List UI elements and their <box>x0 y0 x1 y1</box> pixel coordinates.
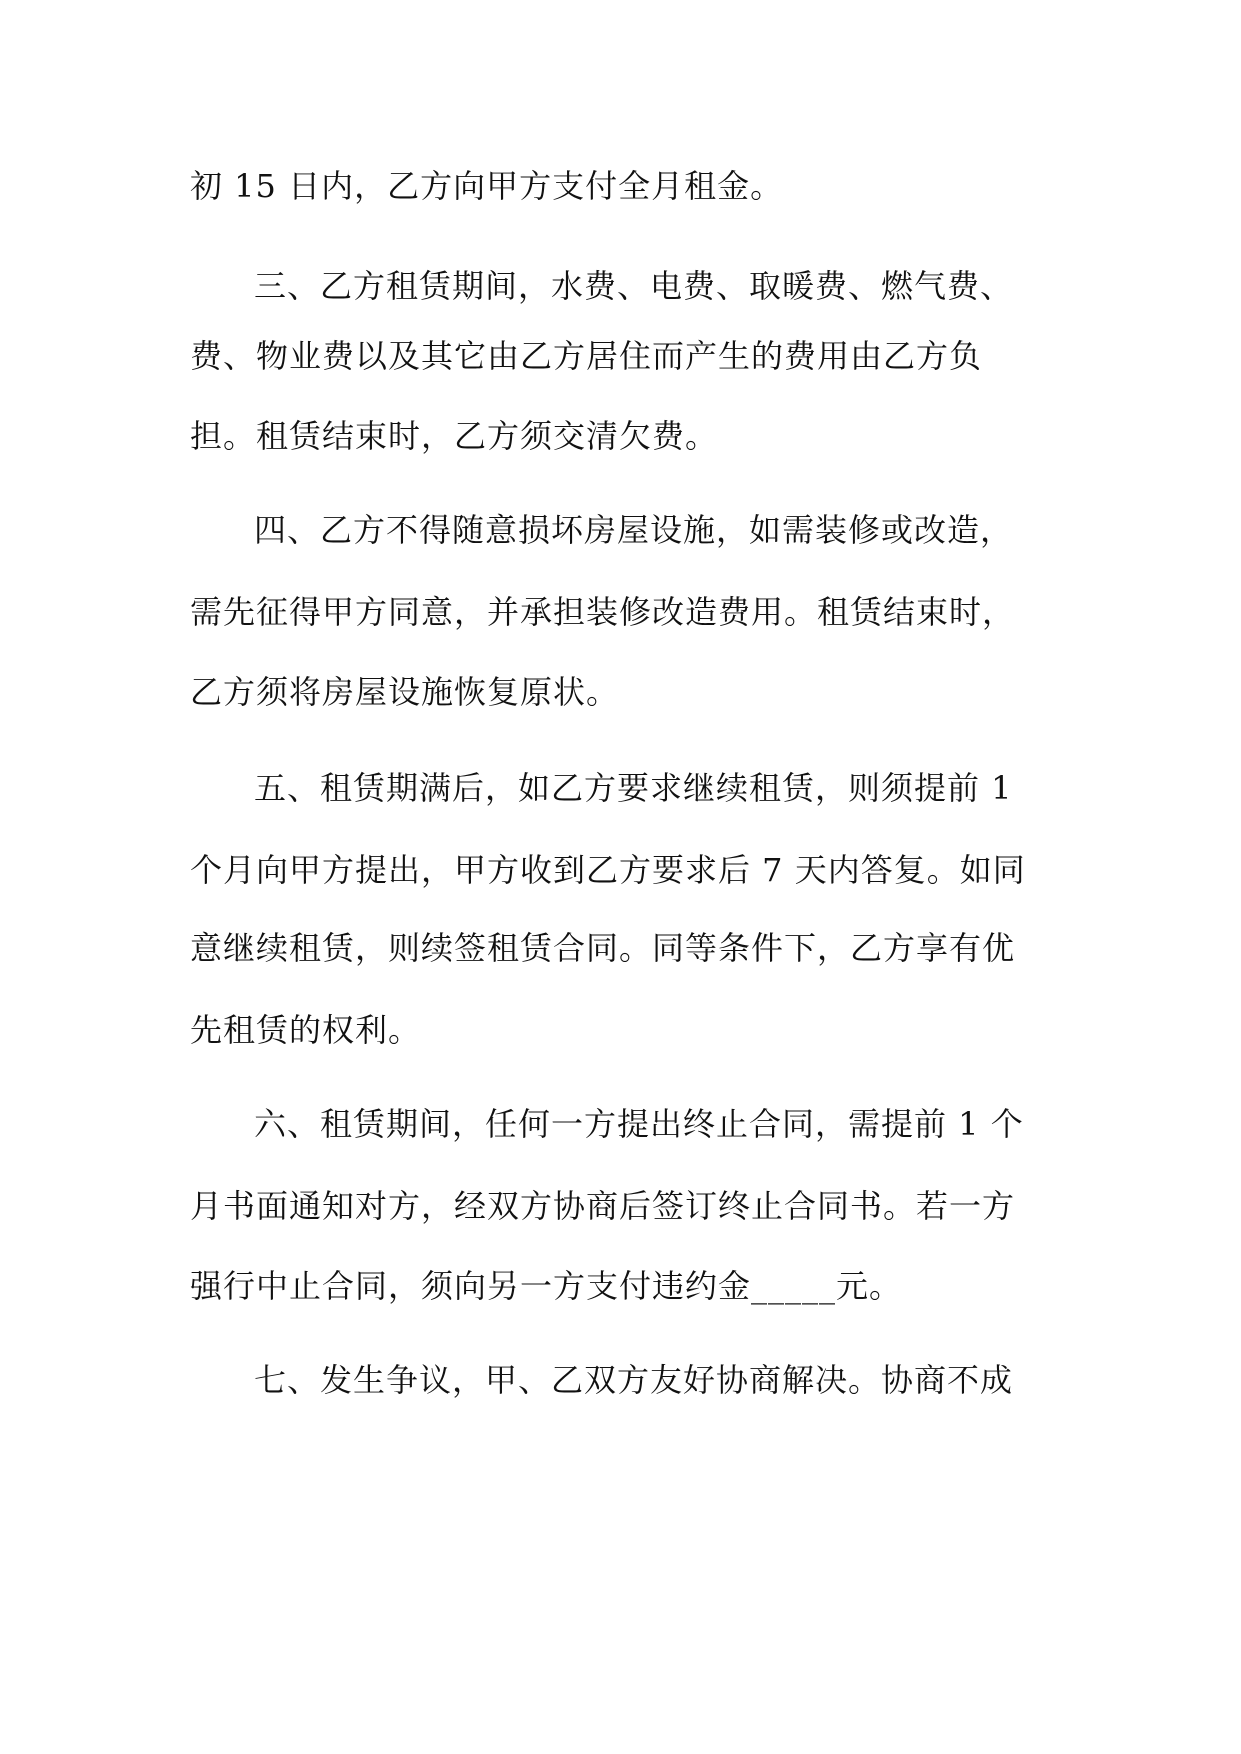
text-line: 担。租赁结束时，乙方须交清欠费。 <box>190 417 719 455</box>
clause-3-line-1: 三、乙方租赁期间，水费、电费、取暖费、燃气费、 <box>254 267 1014 305</box>
text-line: 先租赁的权利。 <box>190 1011 422 1049</box>
clause-6-line-1: 六、租赁期间，任何一方提出终止合同，需提前 1 个 <box>254 1105 1024 1143</box>
text-line: 需先征得甲方同意，并承担装修改造费用。租赁结束时， <box>190 593 1016 631</box>
text-line: 强行中止合同，须向另一方支付违约金_____元。 <box>190 1267 903 1305</box>
text-line: 乙方须将房屋设施恢复原状。 <box>190 673 620 711</box>
text-line: 意继续租赁，则续签租赁合同。同等条件下，乙方享有优 <box>190 929 1016 967</box>
clause-7-line-1: 七、发生争议，甲、乙双方友好协商解决。协商不成 <box>254 1361 1014 1399</box>
text-line: 月书面通知对方，经双方协商后签订终止合同书。若一方 <box>190 1187 1016 1225</box>
text-line: 初 15 日内，乙方向甲方支付全月租金。 <box>190 167 784 205</box>
text-line: 个月向甲方提出，甲方收到乙方要求后 7 天内答复。如同 <box>190 851 1026 889</box>
clause-4-line-1: 四、乙方不得随意损坏房屋设施，如需装修或改造， <box>254 511 1014 549</box>
clause-5-line-1: 五、租赁期满后，如乙方要求继续租赁，则须提前 1 <box>254 769 1013 807</box>
text-line: 费、物业费以及其它由乙方居住而产生的费用由乙方负 <box>190 337 983 375</box>
